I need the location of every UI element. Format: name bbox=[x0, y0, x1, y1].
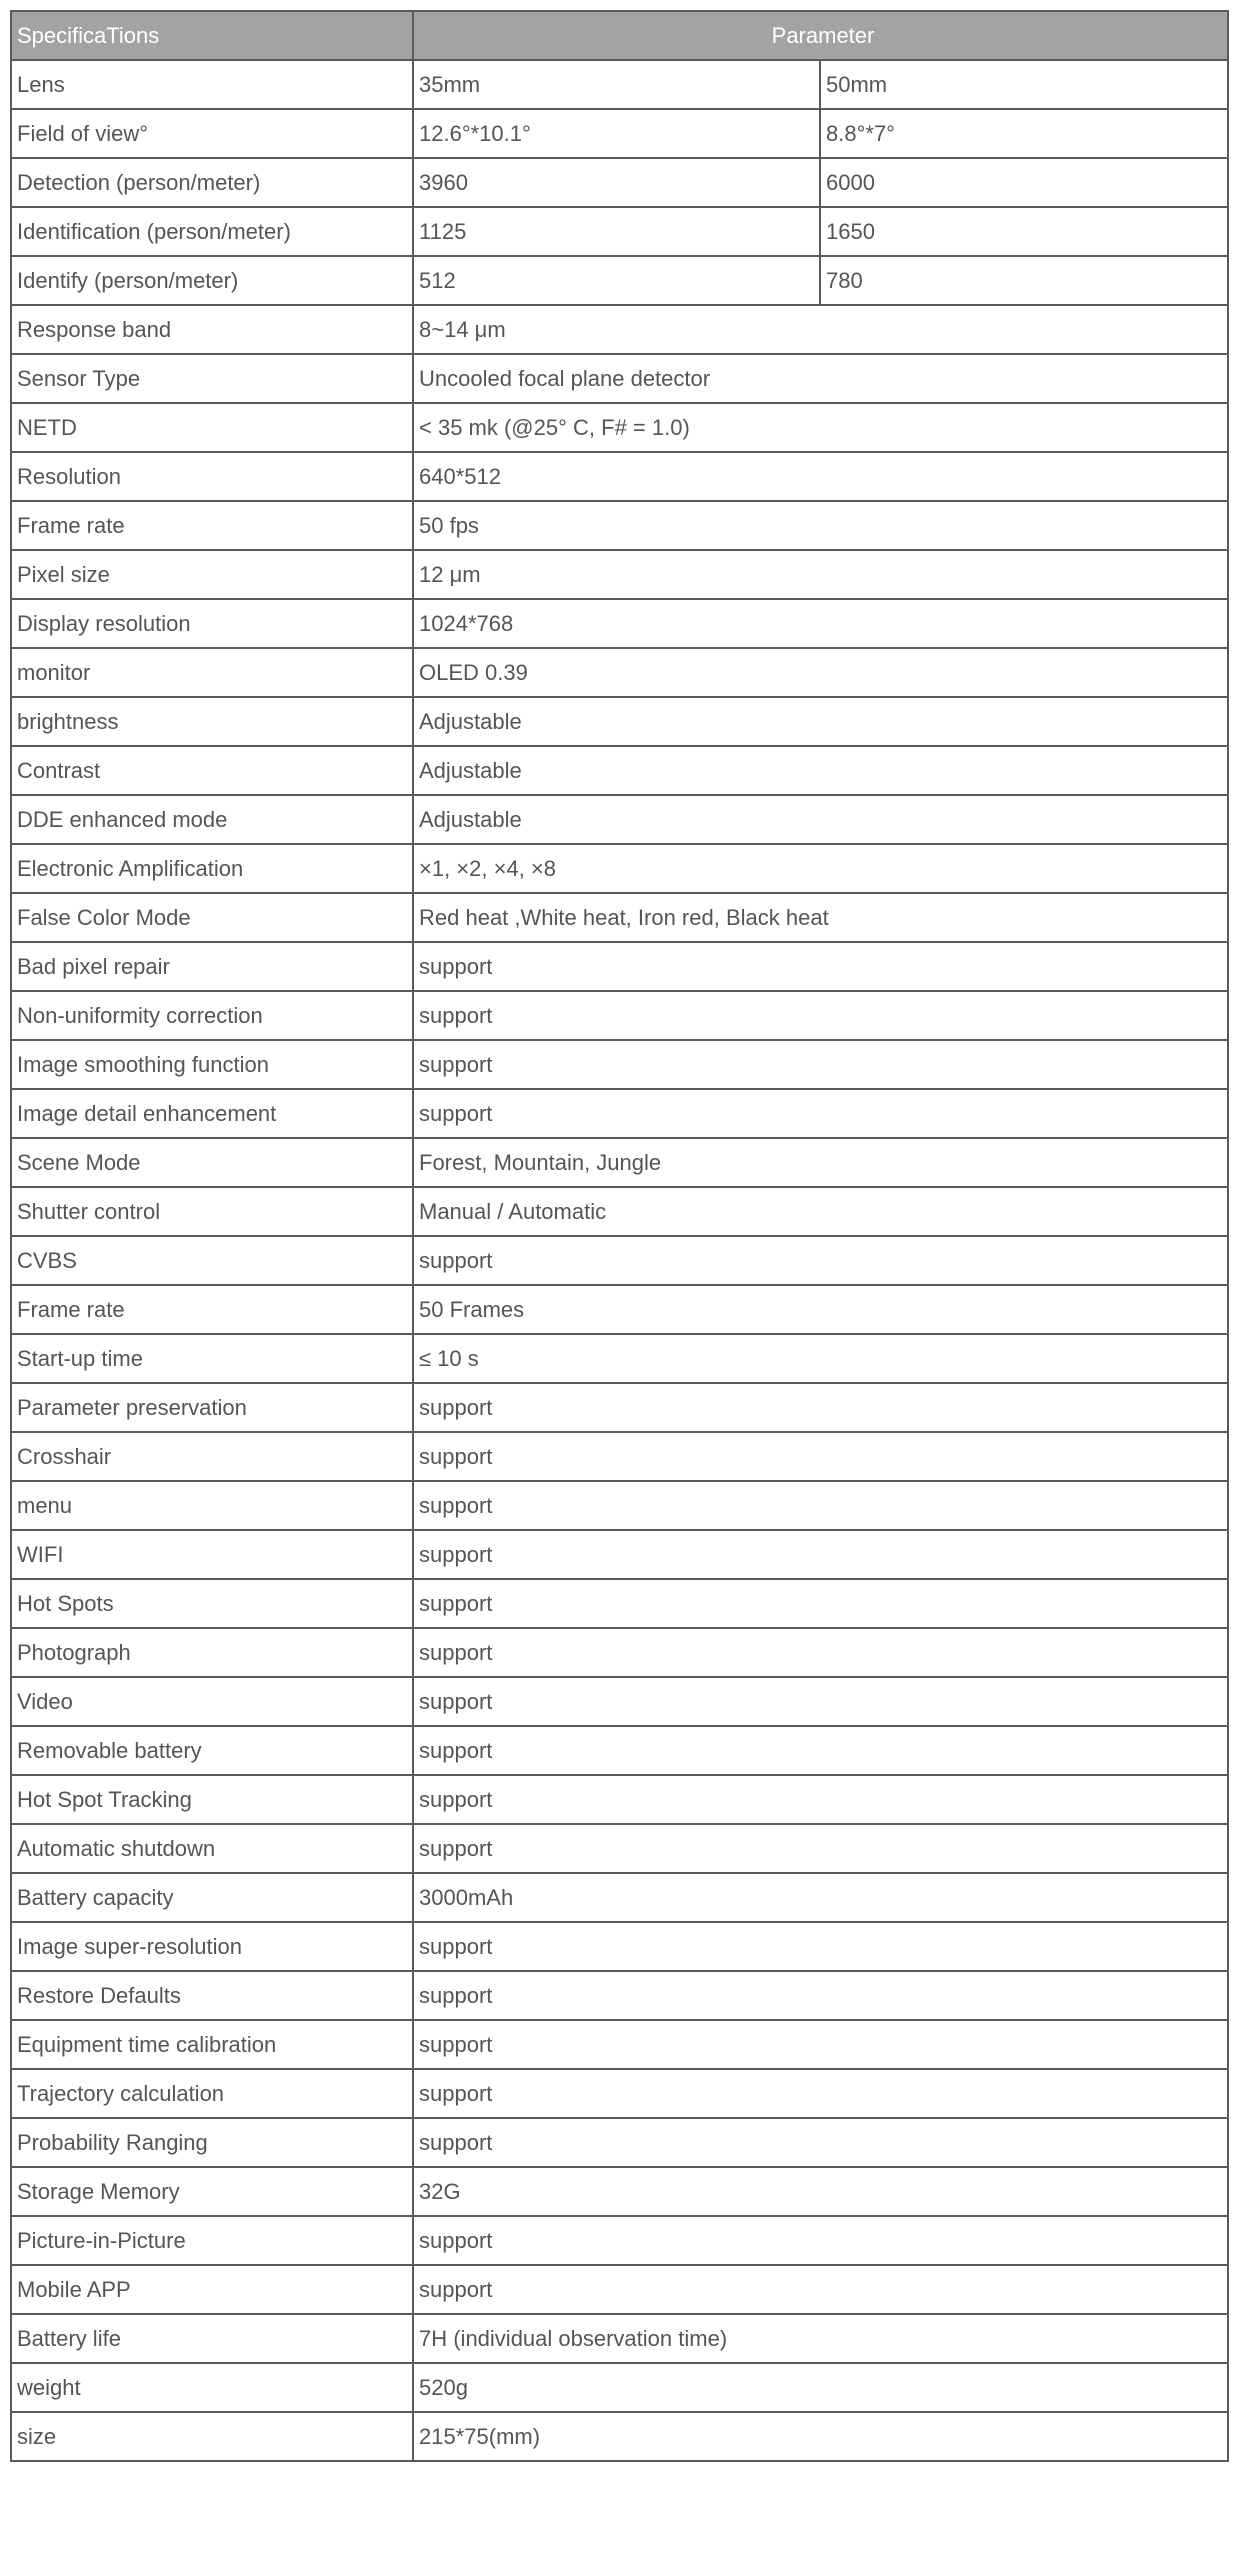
table-row bbox=[11, 403, 1228, 452]
row-label: Sensor Type bbox=[11, 354, 413, 403]
table-row bbox=[11, 354, 1228, 403]
row-label: menu bbox=[11, 1481, 413, 1530]
row-value: 12 μm bbox=[413, 550, 1228, 599]
table-row bbox=[11, 1236, 1228, 1285]
row-label: Probability Ranging bbox=[11, 2118, 413, 2167]
row-label: Battery life bbox=[11, 2314, 413, 2363]
table-row bbox=[11, 1824, 1228, 1873]
row-value: 8~14 μm bbox=[413, 305, 1228, 354]
row-value-50mm: 780 bbox=[820, 256, 1228, 305]
table-row bbox=[11, 1089, 1228, 1138]
row-label: Mobile APP bbox=[11, 2265, 413, 2314]
spec-table bbox=[10, 10, 1229, 2462]
row-label: Detection (person/meter) bbox=[11, 158, 413, 207]
row-value-35mm: 1125 bbox=[413, 207, 820, 256]
row-value-35mm: 35mm bbox=[413, 60, 820, 109]
row-label: Response band bbox=[11, 305, 413, 354]
row-value: support bbox=[413, 1530, 1228, 1579]
table-row bbox=[11, 1726, 1228, 1775]
row-value: support bbox=[413, 1824, 1228, 1873]
spec-table-header bbox=[11, 11, 1228, 60]
row-label: Photograph bbox=[11, 1628, 413, 1677]
table-row bbox=[11, 2265, 1228, 2314]
table-row bbox=[11, 1971, 1228, 2020]
row-label: Scene Mode bbox=[11, 1138, 413, 1187]
row-label: WIFI bbox=[11, 1530, 413, 1579]
row-value: 7H (individual observation time) bbox=[413, 2314, 1228, 2363]
row-label: Restore Defaults bbox=[11, 1971, 413, 2020]
row-value: support bbox=[413, 2216, 1228, 2265]
row-label: Hot Spot Tracking bbox=[11, 1775, 413, 1824]
table-row bbox=[11, 1334, 1228, 1383]
table-row bbox=[11, 550, 1228, 599]
row-value: 50 Frames bbox=[413, 1285, 1228, 1334]
table-row bbox=[11, 648, 1228, 697]
row-label: Removable battery bbox=[11, 1726, 413, 1775]
row-label: Shutter control bbox=[11, 1187, 413, 1236]
row-value: support bbox=[413, 1040, 1228, 1089]
table-row bbox=[11, 1628, 1228, 1677]
table-row bbox=[11, 893, 1228, 942]
row-value: 3000mAh bbox=[413, 1873, 1228, 1922]
table-row bbox=[11, 2314, 1228, 2363]
row-value-50mm: 1650 bbox=[820, 207, 1228, 256]
row-value: support bbox=[413, 1481, 1228, 1530]
row-value: support bbox=[413, 1089, 1228, 1138]
row-label: Frame rate bbox=[11, 1285, 413, 1334]
row-value: Forest, Mountain, Jungle bbox=[413, 1138, 1228, 1187]
header-spec-cell: SpecificaTions bbox=[11, 11, 413, 60]
row-value: Adjustable bbox=[413, 697, 1228, 746]
row-value: OLED 0.39 bbox=[413, 648, 1228, 697]
table-row bbox=[11, 1481, 1228, 1530]
row-label: Image detail enhancement bbox=[11, 1089, 413, 1138]
row-value: support bbox=[413, 1726, 1228, 1775]
spec-table-body bbox=[11, 60, 1228, 2461]
row-value: support bbox=[413, 1775, 1228, 1824]
row-label: Hot Spots bbox=[11, 1579, 413, 1628]
row-value-50mm: 50mm bbox=[820, 60, 1228, 109]
row-value: support bbox=[413, 1579, 1228, 1628]
table-row bbox=[11, 2363, 1228, 2412]
row-value: support bbox=[413, 1971, 1228, 2020]
table-row bbox=[11, 1285, 1228, 1334]
table-row bbox=[11, 256, 1228, 305]
table-row bbox=[11, 795, 1228, 844]
row-label: Identification (person/meter) bbox=[11, 207, 413, 256]
row-value: Manual / Automatic bbox=[413, 1187, 1228, 1236]
table-row bbox=[11, 109, 1228, 158]
table-row bbox=[11, 1432, 1228, 1481]
row-label: Video bbox=[11, 1677, 413, 1726]
table-row bbox=[11, 697, 1228, 746]
row-value: support bbox=[413, 1432, 1228, 1481]
table-row bbox=[11, 746, 1228, 795]
row-label: Crosshair bbox=[11, 1432, 413, 1481]
table-row bbox=[11, 1922, 1228, 1971]
table-row bbox=[11, 2020, 1228, 2069]
row-label: Trajectory calculation bbox=[11, 2069, 413, 2118]
table-row bbox=[11, 1138, 1228, 1187]
row-label: Storage Memory bbox=[11, 2167, 413, 2216]
table-row bbox=[11, 1187, 1228, 1236]
row-value: 1024*768 bbox=[413, 599, 1228, 648]
row-value: ≤ 10 s bbox=[413, 1334, 1228, 1383]
row-value-50mm: 6000 bbox=[820, 158, 1228, 207]
table-row bbox=[11, 1383, 1228, 1432]
row-value: support bbox=[413, 1383, 1228, 1432]
table-row bbox=[11, 1677, 1228, 1726]
table-row bbox=[11, 1873, 1228, 1922]
row-value: < 35 mk (@25° C, F# = 1.0) bbox=[413, 403, 1228, 452]
row-value: support bbox=[413, 1922, 1228, 1971]
row-label: Image super-resolution bbox=[11, 1922, 413, 1971]
row-value: Red heat ,White heat, Iron red, Black heat bbox=[413, 893, 1228, 942]
row-value-50mm: 8.8°*7° bbox=[820, 109, 1228, 158]
row-value: support bbox=[413, 942, 1228, 991]
row-label: Automatic shutdown bbox=[11, 1824, 413, 1873]
row-label: Lens bbox=[11, 60, 413, 109]
row-value-35mm: 512 bbox=[413, 256, 820, 305]
row-label: Contrast bbox=[11, 746, 413, 795]
row-label: Bad pixel repair bbox=[11, 942, 413, 991]
row-label: Resolution bbox=[11, 452, 413, 501]
row-value-35mm: 12.6°*10.1° bbox=[413, 109, 820, 158]
row-label: CVBS bbox=[11, 1236, 413, 1285]
row-label: DDE enhanced mode bbox=[11, 795, 413, 844]
row-value: support bbox=[413, 2020, 1228, 2069]
table-row bbox=[11, 2069, 1228, 2118]
table-row bbox=[11, 501, 1228, 550]
table-row bbox=[11, 942, 1228, 991]
row-value: 50 fps bbox=[413, 501, 1228, 550]
row-label: Identify (person/meter) bbox=[11, 256, 413, 305]
table-row bbox=[11, 2167, 1228, 2216]
row-value-35mm: 3960 bbox=[413, 158, 820, 207]
table-row bbox=[11, 1775, 1228, 1824]
row-label: Parameter preservation bbox=[11, 1383, 413, 1432]
row-value: 640*512 bbox=[413, 452, 1228, 501]
header-row bbox=[11, 11, 1228, 60]
row-value: support bbox=[413, 1236, 1228, 1285]
row-value: support bbox=[413, 991, 1228, 1040]
row-label: Electronic Amplification bbox=[11, 844, 413, 893]
row-label: Non-uniformity correction bbox=[11, 991, 413, 1040]
row-value: Adjustable bbox=[413, 795, 1228, 844]
row-value: support bbox=[413, 2069, 1228, 2118]
row-label: Battery capacity bbox=[11, 1873, 413, 1922]
row-label: Pixel size bbox=[11, 550, 413, 599]
table-row bbox=[11, 452, 1228, 501]
row-label: NETD bbox=[11, 403, 413, 452]
row-label: Display resolution bbox=[11, 599, 413, 648]
table-row bbox=[11, 2216, 1228, 2265]
row-label: Image smoothing function bbox=[11, 1040, 413, 1089]
row-label: weight bbox=[11, 2363, 413, 2412]
table-row bbox=[11, 207, 1228, 256]
row-label: monitor bbox=[11, 648, 413, 697]
table-row bbox=[11, 1579, 1228, 1628]
row-label: size bbox=[11, 2412, 413, 2461]
row-label: Picture-in-Picture bbox=[11, 2216, 413, 2265]
row-value: support bbox=[413, 1628, 1228, 1677]
row-value: ×1, ×2, ×4, ×8 bbox=[413, 844, 1228, 893]
row-value: support bbox=[413, 2265, 1228, 2314]
table-row bbox=[11, 158, 1228, 207]
table-row bbox=[11, 844, 1228, 893]
row-label: brightness bbox=[11, 697, 413, 746]
row-value: 215*75(mm) bbox=[413, 2412, 1228, 2461]
table-row bbox=[11, 2118, 1228, 2167]
row-value: Uncooled focal plane detector bbox=[413, 354, 1228, 403]
row-value: 32G bbox=[413, 2167, 1228, 2216]
row-value: Adjustable bbox=[413, 746, 1228, 795]
table-row bbox=[11, 305, 1228, 354]
row-label: Equipment time calibration bbox=[11, 2020, 413, 2069]
table-row bbox=[11, 60, 1228, 109]
row-value: 520g bbox=[413, 2363, 1228, 2412]
table-row bbox=[11, 1040, 1228, 1089]
table-row bbox=[11, 2412, 1228, 2461]
row-label: Frame rate bbox=[11, 501, 413, 550]
row-value: support bbox=[413, 1677, 1228, 1726]
row-label: False Color Mode bbox=[11, 893, 413, 942]
row-label: Field of view° bbox=[11, 109, 413, 158]
row-label: Start-up time bbox=[11, 1334, 413, 1383]
table-row bbox=[11, 991, 1228, 1040]
table-row bbox=[11, 599, 1228, 648]
table-row bbox=[11, 1530, 1228, 1579]
row-value: support bbox=[413, 2118, 1228, 2167]
header-param-cell: Parameter bbox=[413, 11, 1228, 60]
